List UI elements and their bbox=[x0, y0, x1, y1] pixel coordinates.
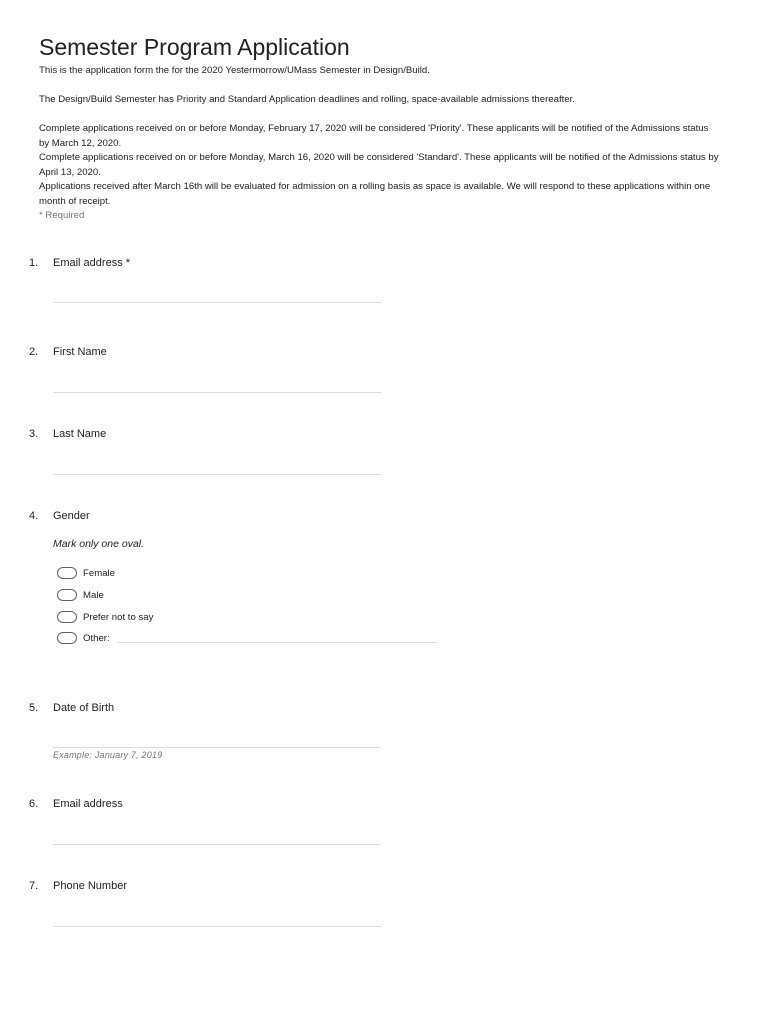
question-label: Phone Number bbox=[53, 880, 127, 892]
email-secondary-input[interactable] bbox=[53, 844, 381, 845]
other-text-input[interactable] bbox=[117, 642, 437, 643]
radio-oval[interactable] bbox=[57, 589, 77, 601]
question-number: 2. bbox=[29, 346, 39, 358]
description-intro: This is the application form the for the 2020 Yestermorrow/UMass Semester in Design/Build. bbox=[39, 65, 430, 76]
description-deadlines: The Design/Build Semester has Priority and Standard Application deadlines and rolling, space-available admissions thereafter. bbox=[39, 94, 575, 105]
question-number: 6. bbox=[29, 798, 39, 810]
email-input[interactable] bbox=[53, 302, 381, 303]
date-example: Example: January 7, 2019 bbox=[53, 750, 163, 760]
question-label: First Name bbox=[53, 346, 107, 358]
question-number: 4. bbox=[29, 510, 39, 522]
first-name-input[interactable] bbox=[53, 392, 381, 393]
required-note: * Required bbox=[39, 210, 85, 221]
description-standard: Complete applications received on or before Monday, March 16, 2020 will be considered 'Standard'. These applicants will be notified of the Admissions status by April 13, 2020. bbox=[39, 152, 719, 178]
question-label: Last Name bbox=[53, 428, 107, 440]
question-label: Gender bbox=[53, 510, 90, 522]
question-number: 7. bbox=[29, 880, 39, 892]
last-name-input[interactable] bbox=[53, 474, 381, 475]
question-number: 5. bbox=[29, 702, 39, 714]
radio-oval[interactable] bbox=[57, 567, 77, 579]
form-description bbox=[39, 64, 719, 209]
option-label: Prefer not to say bbox=[83, 612, 154, 623]
question-number: 3. bbox=[29, 428, 39, 440]
option-label: Other: bbox=[83, 633, 110, 644]
phone-number-input[interactable] bbox=[53, 926, 381, 927]
date-of-birth-input[interactable] bbox=[53, 747, 381, 748]
question-label: Email address bbox=[53, 798, 123, 810]
question-hint: Mark only one oval. bbox=[53, 538, 145, 550]
description-rolling: Applications received after March 16th will be evaluated for admission on a rolling basis as space is available. We will respond to these applications within one month of receipt. bbox=[39, 181, 711, 207]
option-label: Male bbox=[83, 590, 104, 601]
question-label: Date of Birth bbox=[53, 702, 115, 714]
option-label: Female bbox=[83, 568, 115, 579]
form-header bbox=[39, 33, 719, 224]
question-number: 1. bbox=[29, 257, 39, 269]
radio-option-other[interactable] bbox=[57, 632, 477, 646]
radio-oval[interactable] bbox=[57, 632, 77, 644]
description-priority: Complete applications received on or before Monday, February 17, 2020 will be considered 'Priority'. These applicants will be notified of the Admissions status by March 12, 2020. bbox=[39, 123, 709, 149]
radio-oval[interactable] bbox=[57, 611, 77, 623]
form-title: Semester Program Application bbox=[39, 34, 350, 60]
question-label: Email address * bbox=[53, 257, 131, 269]
